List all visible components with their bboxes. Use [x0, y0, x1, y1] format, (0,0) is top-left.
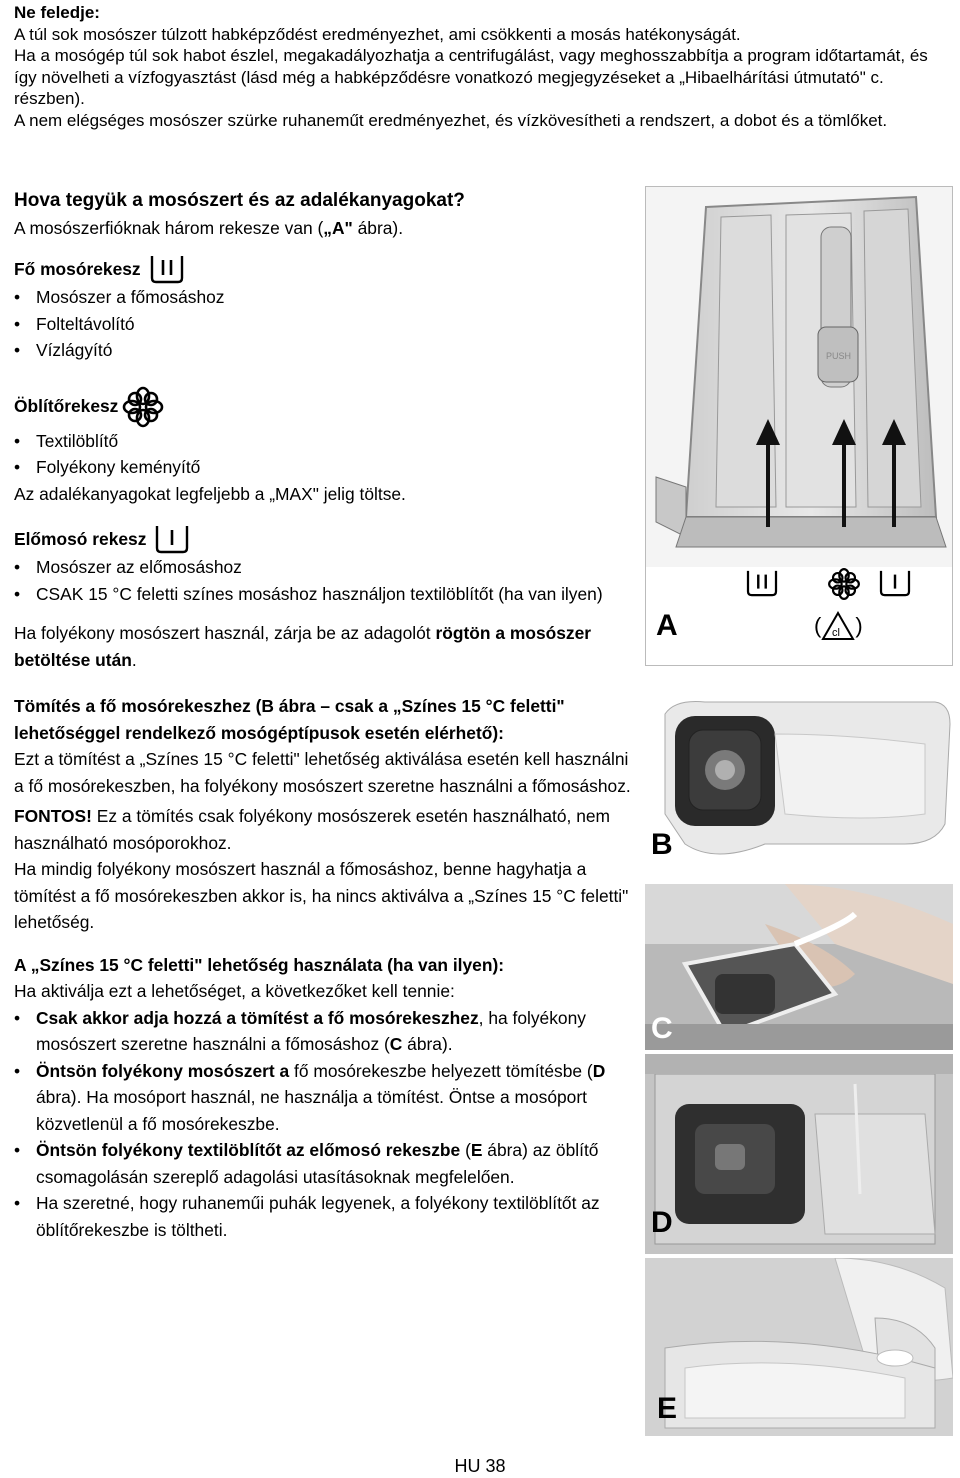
seal-illustration: [645, 694, 953, 880]
main-compartment-title: Fő mosórekesz: [14, 254, 634, 284]
usage-list: [14, 1005, 634, 1244]
main-text-column: [14, 188, 634, 1243]
drawer-illustration: [646, 187, 952, 567]
list-item: • Textilöblítő: [14, 428, 634, 455]
list-item: • Mosószer a főmosáshoz: [14, 284, 634, 311]
list-item: • Folyékony keményítő: [14, 454, 634, 481]
pour-softener-illustration: [645, 1258, 953, 1436]
rinse-compartment-title: Öblítőrekesz: [14, 386, 634, 428]
rinse-note: Az adalékanyagokat legfeljebb a „MAX" jelig töltse.: [14, 483, 406, 504]
figure-e: [645, 1258, 953, 1436]
usage-heading: A „Színes 15 °C feletti" lehetőség használata (ha van ilyen):: [14, 954, 505, 975]
prewash-compartment-list: [14, 554, 634, 607]
pour-detergent-illustration: [645, 1054, 953, 1254]
note-paragraph-1: A túl sok mosószer túlzott habképződést eredményezhet, ami csökkenti a mosás hatékonyságát.: [14, 24, 741, 44]
note-heading: Ne feledje:: [14, 3, 100, 22]
seal-paragraph-1: Ezt a tömítést a „Színes 15 °C feletti" lehetőség aktiválása esetén kell használni a fő mosórekeszben, ha folyékony mosószert szeretne használni a főmosáshoz.: [14, 749, 631, 796]
figure-d: [645, 1054, 953, 1254]
where-intro: A mosószerfióknak három rekesze van („A" ábra).: [14, 217, 404, 238]
prewash-note: Ha folyékony mosószert használ, zárja be az adagolót rögtön a mosószer betöltése után.: [14, 623, 592, 670]
note-paragraph-2: Ha a mosógép túl sok habot észlel, megakadályozhatja a centrifugálást, vagy meghosszabbítja a program időtartamát, és így növelheti a vízfogyasztást (lásd még a habképződésre vonatkozó megjegyzéseket a „Hibaelhárítási útmutató" c. részben).: [14, 46, 928, 108]
insert-seal-illustration: [645, 884, 953, 1050]
svg-text:cl: cl: [832, 627, 841, 639]
list-item: • Folteltávolító: [14, 311, 634, 338]
main-wash-icon: [147, 254, 187, 284]
seal-heading: Tömítés a fő mosórekeszhez (B ábra – csak a „Színes 15 °C feletti" lehetőséggel rendelkező mosógéptípusok esetén elérhető):: [14, 696, 565, 743]
flower-softener-icon: [826, 567, 862, 601]
figure-c: [645, 884, 953, 1050]
list-item: • Öntsön folyékony textilöblítőt az előmosó rekeszbe (E ábra) az öblítő csomagolásán szereplő adagolási utasításoknak megfelelően.: [14, 1137, 634, 1190]
prewash-icon: [876, 569, 914, 597]
list-item: • Öntsön folyékony mosószert a fő mosórekeszbe helyezett tömítésbe (D ábra). Ha mosóport használ, ne használja a tömítést. Öntse a mosóport közvetlenül a fő mosórekeszbe.: [14, 1058, 634, 1138]
figure-label-a: A: [656, 609, 678, 642]
main-compartment-list: [14, 284, 634, 364]
list-item: • CSAK 15 °C feletti színes mosáshoz használjon textilöblítőt (ha van ilyen): [14, 581, 634, 608]
push-label: PUSH: [826, 351, 852, 361]
seal-important: FONTOS! Ez a tömítés csak folyékony mosószerek esetén használható, nem használható mosóporokhoz.: [14, 806, 611, 853]
list-item: • Csak akkor adja hozzá a tömítést a fő mosórekeszhez, ha folyékony mosószert szeretne használni a főmosáshoz (C ábra).: [14, 1005, 634, 1058]
note-paragraph-3: A nem elégséges mosószer szürke ruhaneműt eredményezhet, és vízkövesítheti a rendszert, a dobot és a tömlőket.: [14, 110, 888, 130]
figure-label-d: D: [651, 1206, 673, 1239]
rinse-compartment-list: [14, 428, 634, 481]
figure-label-b: B: [651, 828, 673, 861]
chlorine-symbol: ( cl ): [814, 613, 863, 639]
seal-paragraph-3: Ha mindig folyékony mosószert használ a főmosáshoz, benne hagyhatja a tömítést a fő mosórekeszben akkor is, ha nincs aktiválva a „Színes 15 °C feletti" lehetőség.: [14, 859, 629, 932]
where-heading: Hova tegyük a mosószert és az adalékanyagokat?: [14, 190, 465, 211]
usage-intro: Ha aktiválja ezt a lehetőséget, a következőket kell tennie:: [14, 981, 455, 1001]
prewash-compartment-title: Előmosó rekesz: [14, 524, 634, 554]
note-block: [14, 2, 950, 131]
figure-b: [645, 694, 953, 880]
list-item: • Ha szeretné, hogy ruhaneműi puhák legyenek, a folyékony textilöblítőt az öblítőrekeszbe is töltheti.: [14, 1190, 634, 1243]
prewash-icon: [152, 524, 192, 554]
main-wash-icon: [743, 569, 781, 597]
figure-label-e: E: [657, 1392, 678, 1425]
page-number: HU 38: [454, 1456, 506, 1476]
figure-label-c: C: [651, 1012, 673, 1045]
list-item: • Mosószer az előmosáshoz: [14, 554, 634, 581]
list-item: • Vízlágyító: [14, 337, 634, 364]
figure-a: [645, 186, 953, 666]
flower-softener-icon: [120, 386, 166, 428]
bleach-triangle-icon: [821, 611, 855, 641]
